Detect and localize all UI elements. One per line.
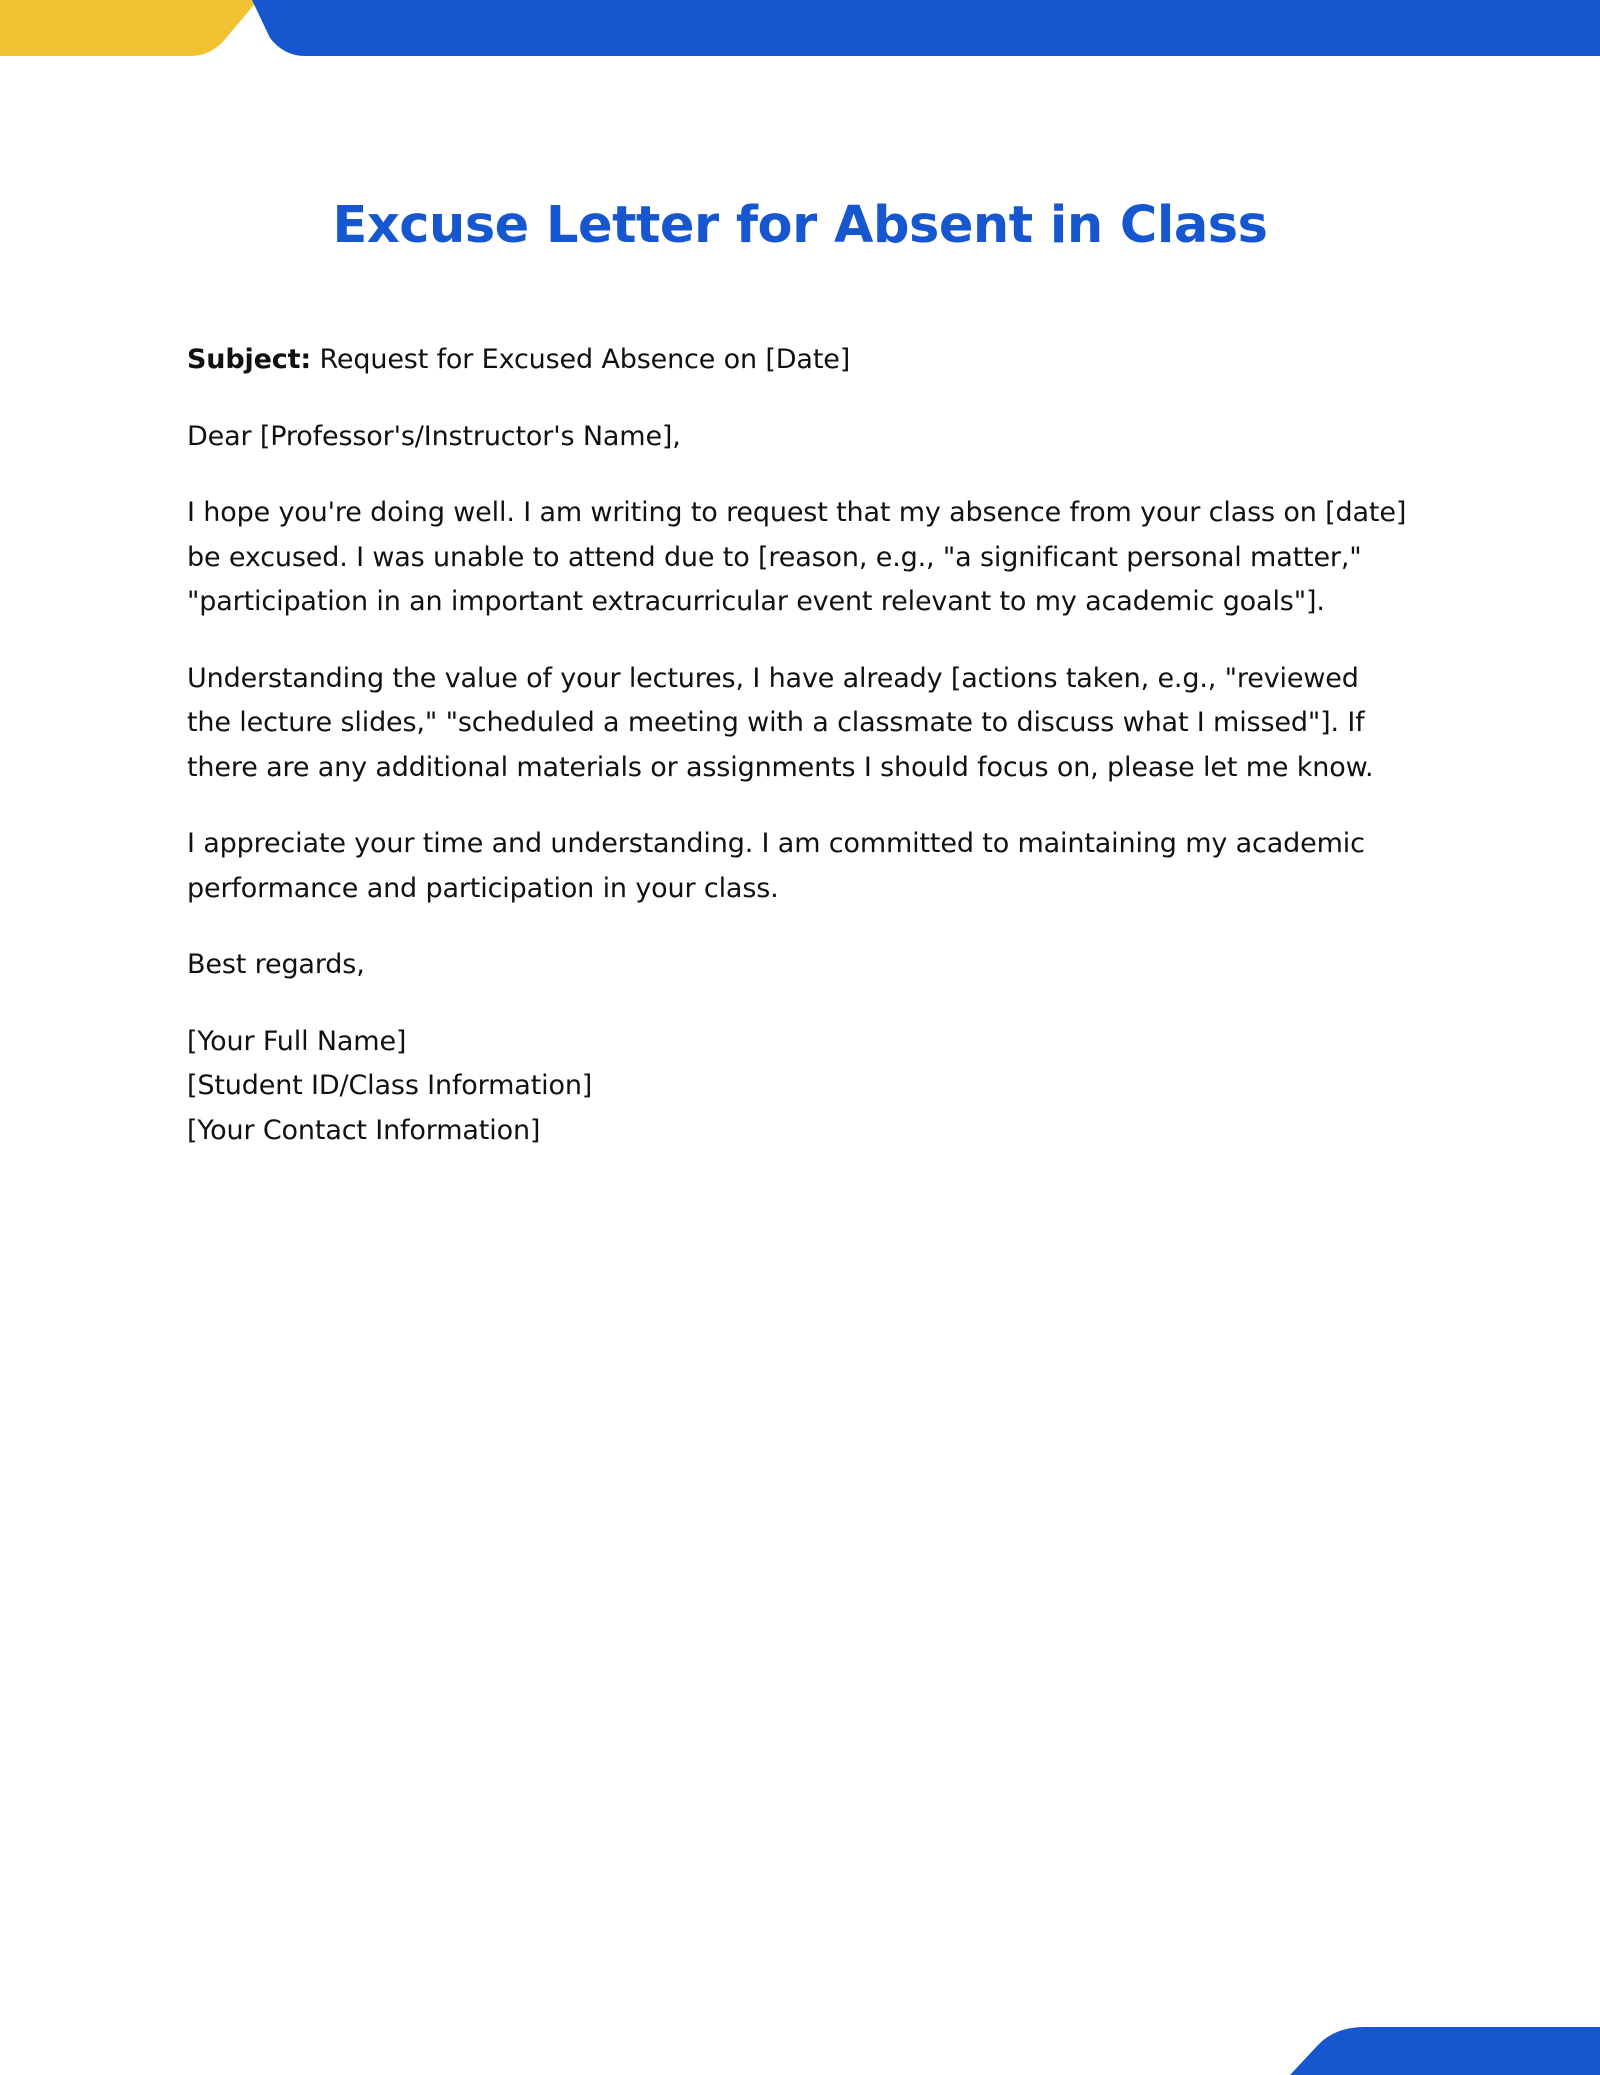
signature-student-id: [Student ID/Class Information] [187,1070,593,1101]
page-title: Excuse Letter for Absent in Class [332,196,1268,255]
body-paragraph-1: I hope you're doing well. I am writing to request that my absence from your class on [date] be excused. I was unable to attend due to [reason, e.g., "a significant personal matter," "participation in an important extracurricular event relevant to my academic goals"]. [187,497,1407,617]
top-decorative-band [0,0,1600,56]
subject-text: Request for Excused Absence on [Date] [319,344,851,375]
top-yellow-accent-shape [0,0,258,56]
subject-label: Subject: [187,344,312,375]
signature-contact: [Your Contact Information] [187,1114,541,1146]
bottom-blue-tab-shape [1290,2027,1600,2075]
bottom-decorative-tab [1290,2025,1600,2075]
closing: Best regards, [187,949,365,980]
signature-name: [Your Full Name] [187,1025,407,1057]
top-blue-bar-shape [252,0,1600,56]
signature-block [187,1020,1407,1154]
letter-body [187,190,1407,1185]
salutation: Dear [Professor's/Instructor's Name], [187,420,681,452]
body-paragraph-2: Understanding the value of your lectures, I have already [actions taken, e.g., "reviewed the lecture slides," "scheduled a meeting with a classmate to discuss what I missed"]. If there are any additional materials or assignments I should focus on, please let me know. [187,662,1374,783]
body-paragraph-3: I appreciate your time and understanding. I am committed to maintaining my academic performance and participation in your class. [187,828,1365,904]
subject-line [187,338,1407,383]
